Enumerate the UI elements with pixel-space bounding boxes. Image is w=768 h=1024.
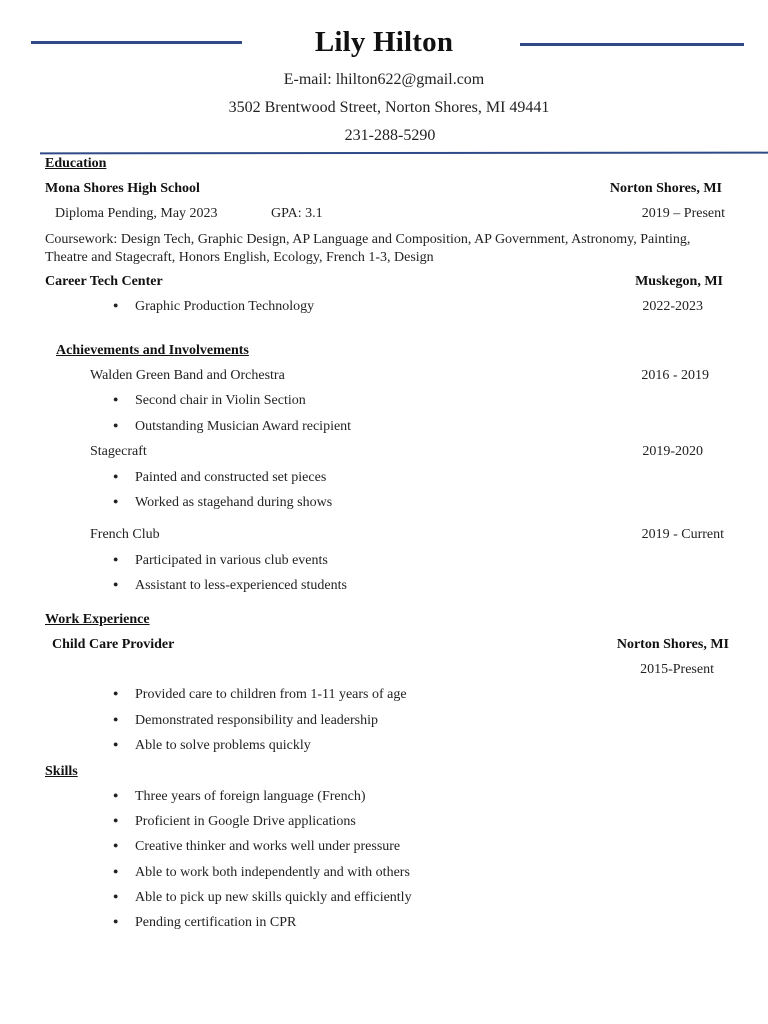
activity-name: Stagecraft bbox=[90, 444, 147, 459]
list-item: ● Provided care to children from 1-11 years of age bbox=[113, 687, 407, 702]
gpa: GPA: 3.1 bbox=[271, 206, 323, 221]
email-line: E-mail: lhilton622@gmail.com bbox=[283, 71, 485, 88]
bullet-icon: ● bbox=[113, 815, 119, 825]
career-center-location: Muskegon, MI bbox=[635, 274, 723, 289]
school-name: Mona Shores High School bbox=[45, 181, 200, 196]
diploma-status: Diploma Pending, May 2023 bbox=[55, 206, 218, 221]
education-heading: Education bbox=[45, 156, 107, 171]
bullet-icon: ● bbox=[113, 471, 119, 481]
bullet-icon: ● bbox=[113, 840, 119, 850]
address-line: 3502 Brentwood Street, Norton Shores, MI 49441 bbox=[228, 99, 550, 116]
career-center-dates: 2022-2023 bbox=[642, 299, 703, 314]
list-item: ● Worked as stagehand during shows bbox=[113, 495, 333, 510]
school-location: Norton Shores, MI bbox=[609, 181, 722, 196]
activity-dates: 2019-2020 bbox=[642, 444, 703, 459]
bullet-icon: ● bbox=[113, 866, 119, 876]
list-item: ● Able to work both independently and with others bbox=[113, 865, 410, 880]
bullet-icon: ● bbox=[113, 891, 119, 901]
bullet-icon: ● bbox=[113, 579, 119, 589]
list-item: ● Demonstrated responsibility and leadership bbox=[113, 713, 378, 728]
coursework-line-2: Theatre and Stagecraft, Honors English, Ecology, French 1-3, Design bbox=[45, 250, 434, 265]
activity-dates: 2019 - Current bbox=[641, 527, 724, 542]
bullet-icon: ● bbox=[113, 394, 119, 404]
bullet-icon: ● bbox=[113, 300, 119, 310]
work-heading: Work Experience bbox=[45, 612, 150, 627]
list-item: ● Three years of foreign language (French) bbox=[113, 789, 366, 804]
list-item: ● Pending certification in CPR bbox=[113, 915, 297, 930]
job-location: Norton Shores, MI bbox=[616, 637, 729, 652]
resume-name: Lily Hilton bbox=[314, 26, 454, 58]
list-item: ● Graphic Production Technology bbox=[113, 299, 315, 314]
bullet-icon: ● bbox=[113, 688, 119, 698]
activity-dates: 2016 - 2019 bbox=[641, 368, 709, 383]
bullet-icon: ● bbox=[113, 496, 119, 506]
bullet-icon: ● bbox=[113, 554, 119, 564]
job-dates: 2015-Present bbox=[640, 662, 714, 677]
list-item: ● Able to solve problems quickly bbox=[113, 738, 311, 753]
list-item: ● Able to pick up new skills quickly and efficiently bbox=[113, 890, 412, 905]
list-item: ● Assistant to less-experienced students bbox=[113, 578, 347, 593]
bullet-icon: ● bbox=[113, 420, 119, 430]
activity-name: French Club bbox=[90, 527, 160, 542]
list-item: ● Creative thinker and works well under pressure bbox=[113, 839, 401, 854]
bullet-icon: ● bbox=[113, 790, 119, 800]
school-dates: 2019 – Present bbox=[641, 206, 725, 221]
list-item: ● Second chair in Violin Section bbox=[113, 393, 306, 408]
list-item: ● Outstanding Musician Award recipient bbox=[113, 419, 352, 434]
list-item: ● Participated in various club events bbox=[113, 553, 328, 568]
header-divider bbox=[40, 152, 768, 155]
activity-name: Walden Green Band and Orchestra bbox=[90, 368, 285, 383]
job-title: Child Care Provider bbox=[52, 637, 175, 652]
achievements-heading: Achievements and Involvements bbox=[56, 343, 249, 358]
career-center-name: Career Tech Center bbox=[45, 274, 163, 289]
bullet-icon: ● bbox=[113, 714, 119, 724]
bullet-icon: ● bbox=[113, 916, 119, 926]
list-item: ● Painted and constructed set pieces bbox=[113, 470, 327, 485]
bullet-icon: ● bbox=[113, 739, 119, 749]
skills-heading: Skills bbox=[45, 764, 78, 779]
list-item: ● Proficient in Google Drive applications bbox=[113, 814, 356, 829]
phone-line: 231-288-5290 bbox=[344, 127, 436, 144]
coursework-line-1: Coursework: Design Tech, Graphic Design, AP Language and Composition, AP Government, Astronomy, Painting, bbox=[45, 232, 691, 247]
